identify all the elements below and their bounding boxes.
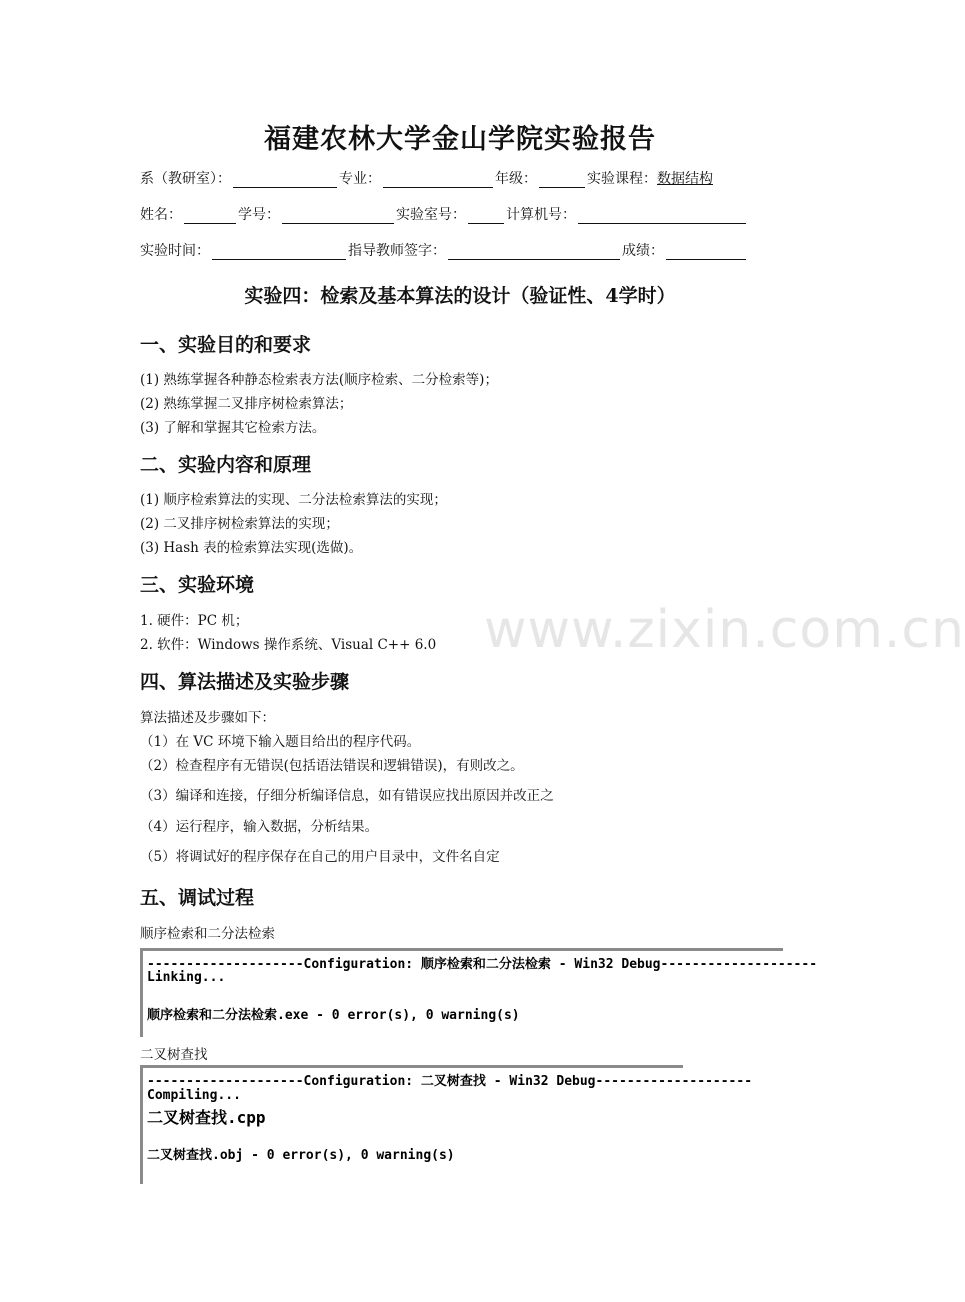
watermark: www.zixin.com.cn [484, 600, 965, 660]
build-output-line: 二叉树查找.cpp [147, 1108, 266, 1127]
build-output-line: Compiling... [147, 1088, 241, 1103]
content-item: (3) Hash 表的检索算法实现(选做)。 [140, 540, 363, 556]
objective-item: (2) 熟练掌握二叉排序树检索算法； [140, 396, 353, 412]
steps-item: （5）将调试好的程序保存在自己的用户目录中，文件名自定 [140, 849, 500, 865]
dept-label: 系（教研室）： [140, 171, 231, 187]
computer-label: 计算机号： [506, 207, 576, 223]
debug-caption: 二叉树查找 [140, 1047, 208, 1063]
computer-blank [578, 208, 746, 224]
steps-item: （2）检查程序有无错误(包括语法错误和逻辑错误)，有则改之。 [140, 758, 524, 774]
form-row-department [140, 168, 729, 188]
section-heading-debug: 五、调试过程 [140, 887, 255, 909]
grade-label: 年级： [495, 171, 537, 187]
steps-item: 算法描述及步骤如下： [140, 710, 275, 726]
lab-room-label: 实验室号： [396, 207, 466, 223]
environment-item: 2. 软件：Windows 操作系统、Visual C++ 6.0 [140, 637, 437, 653]
build-output-line: --------------------Configuration: 顺序检索和二分法检索 - Win32 Debug-------------------- [147, 957, 818, 972]
section-heading-environment: 三、实验环境 [140, 574, 255, 596]
major-label: 专业： [339, 171, 381, 187]
score-label: 成绩： [622, 243, 664, 259]
experiment-title: 实验四：检索及基本算法的设计（验证性、4学时） [244, 285, 676, 307]
objective-item: (1) 熟练掌握各种静态检索表方法(顺序检索、二分检索等)； [140, 372, 498, 388]
student-id-label: 学号： [238, 207, 280, 223]
name-label: 姓名： [140, 207, 182, 223]
report-title: 福建农林大学金山学院实验报告 [264, 124, 656, 155]
steps-item: （1）在 VC 环境下输入题目给出的程序代码。 [140, 734, 421, 750]
build-output-screenshot [140, 1065, 753, 1184]
section-heading-content: 二、实验内容和原理 [140, 454, 312, 476]
teacher-blank [448, 244, 620, 260]
time-label: 实验时间： [140, 243, 210, 259]
section-heading-steps: 四、算法描述及实验步骤 [140, 671, 350, 693]
build-output-screenshot [140, 948, 818, 1037]
name-blank [184, 208, 236, 224]
course-label: 实验课程： [587, 171, 657, 187]
build-output-line: Linking... [147, 970, 226, 985]
course-value: 数据结构 [657, 171, 713, 187]
steps-item: （3）编译和连接，仔细分析编译信息，如有错误应找出原因并改正之 [140, 788, 554, 804]
build-output-line: 顺序检索和二分法检索.exe - 0 error(s), 0 warning(s) [147, 1008, 520, 1023]
time-blank [212, 244, 346, 260]
score-blank [666, 244, 746, 260]
form-row-time [140, 240, 748, 260]
content-item: (1) 顺序检索算法的实现、二分法检索算法的实现； [140, 492, 447, 508]
debug-caption: 顺序检索和二分法检索 [140, 926, 275, 942]
objective-item: (3) 了解和掌握其它检索方法。 [140, 420, 326, 436]
dept-blank [233, 172, 337, 188]
grade-blank [539, 172, 585, 188]
lab-room-blank [468, 208, 504, 224]
build-output-line: 二叉树查找.obj - 0 error(s), 0 warning(s) [147, 1148, 455, 1163]
student-id-blank [282, 208, 394, 224]
form-row-name [140, 204, 748, 224]
environment-item: 1. 硬件：PC 机； [140, 613, 249, 629]
teacher-label: 指导教师签字： [348, 243, 446, 259]
steps-item: （4）运行程序，输入数据，分析结果。 [140, 819, 379, 835]
content-item: (2) 二叉排序树检索算法的实现； [140, 516, 339, 532]
major-blank [383, 172, 493, 188]
build-output-line: --------------------Configuration: 二叉树查找 - Win32 Debug-------------------- [147, 1074, 753, 1089]
section-heading-objectives: 一、实验目的和要求 [140, 334, 312, 356]
